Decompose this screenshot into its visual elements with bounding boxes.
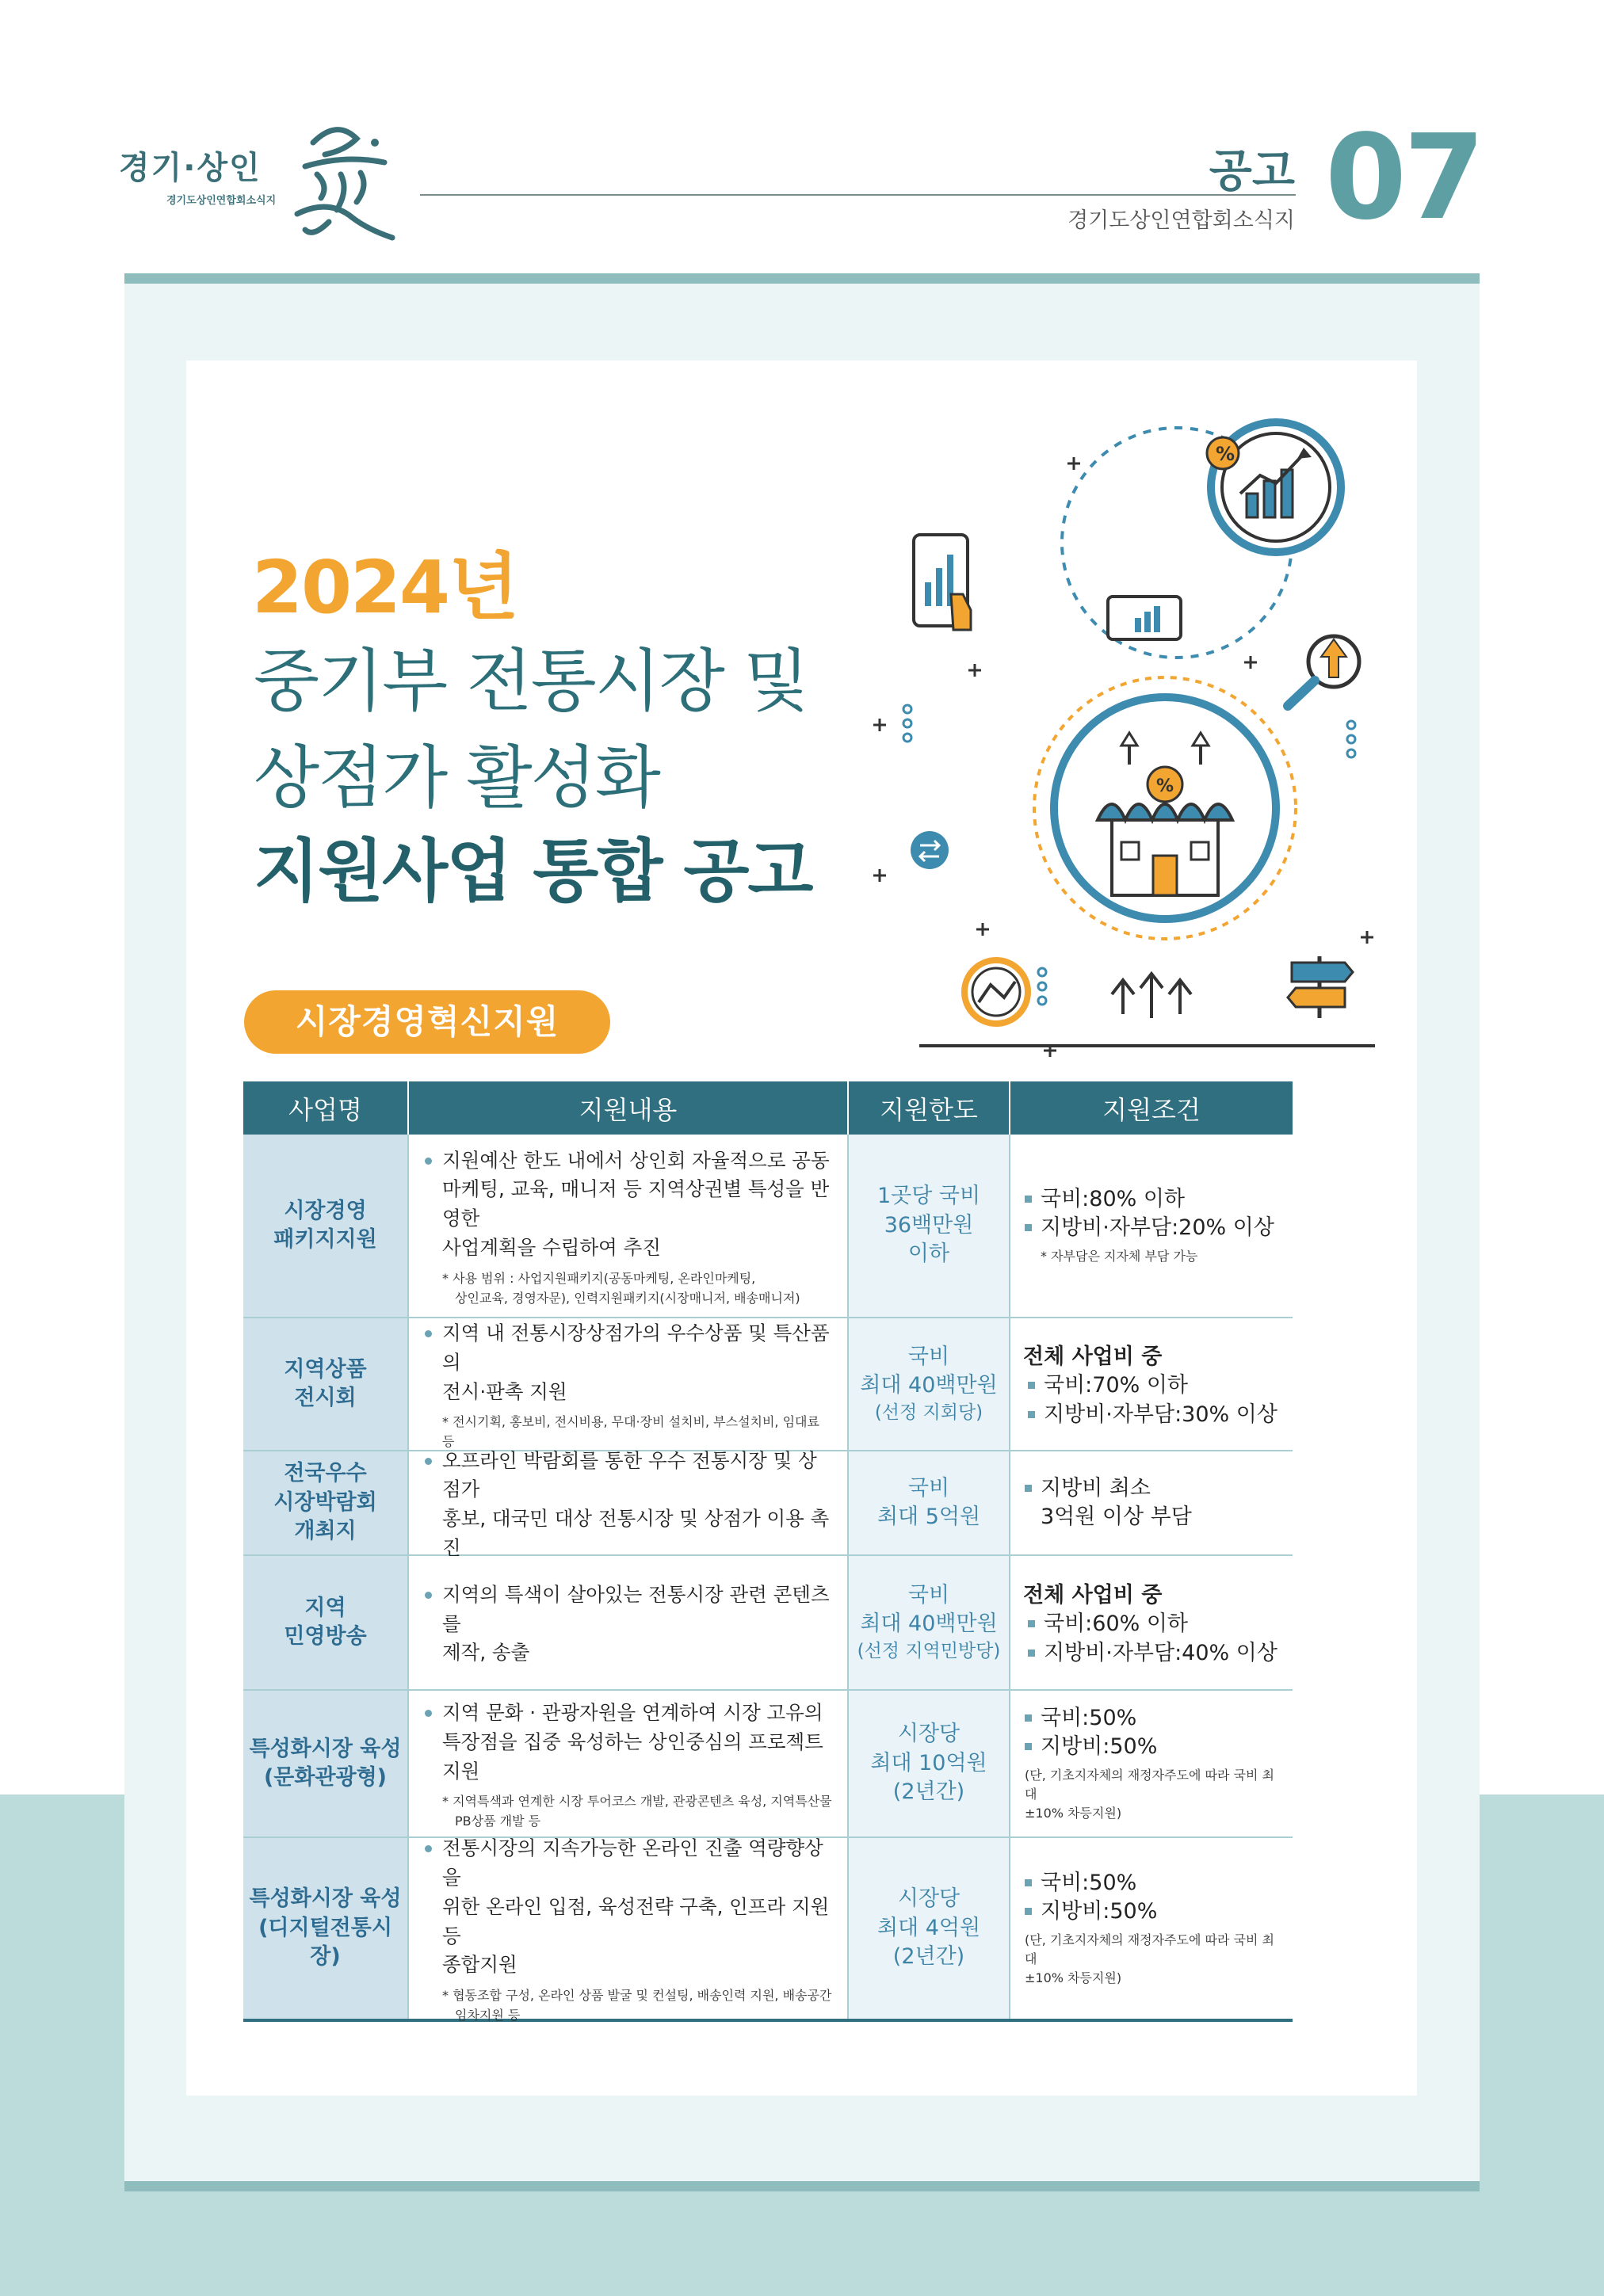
support-content: 오프라인 박람회를 통한 우수 전통시장 및 상점가 홍보, 대국민 대상 전통시장 및 상점가 이용 촉진 (409, 1451, 849, 1554)
market-building-icon (1034, 677, 1296, 939)
support-limit: 국비 최대 5억원 (849, 1451, 1010, 1554)
magnifier-arrow-icon (1288, 636, 1359, 706)
support-content: 지역 내 전통시장상점가의 우수상품 및 특산품의 전시·판촉 지원 * 전시기획, 홍보비, 전시비용, 무대·장비 설치비, 부스설치비, 임대료 등 (409, 1318, 849, 1450)
header-program-name: 사업명 (243, 1081, 409, 1135)
table-row (243, 1838, 1293, 2022)
growth-arrows-icon (1112, 974, 1191, 1018)
table-row (243, 1691, 1293, 1838)
table-row (243, 1556, 1293, 1691)
program-name: 시장경영 패키지지원 (243, 1135, 409, 1317)
header-support-limit: 지원한도 (849, 1081, 1010, 1135)
phone-chart-icon (914, 535, 971, 630)
support-program-table (243, 1081, 1293, 2022)
support-content: 지역 문화 · 관광자원을 연계하여 시장 고유의 특장점을 집중 육성하는 상인중심의 프로젝트 지원 * 지역특색과 연계한 시장 투어코스 개발, 관광콘텐츠 육성, 지역특산물 PB상품 개발 등 (409, 1691, 849, 1836)
market-illustration (860, 392, 1383, 1074)
header-category: 공고 (1209, 146, 1295, 197)
program-name: 지역상품 전시회 (243, 1318, 409, 1450)
program-name: 특성화시장 육성 (문화관광형) (243, 1691, 409, 1836)
support-condition: 전체 사업비 중 국비:70% 이하 지방비·자부담:30% 이상 (1010, 1318, 1293, 1450)
svg-text:%: % (1156, 776, 1174, 796)
support-condition: 전체 사업비 중 국비:60% 이하 지방비·자부담:40% 이상 (1010, 1556, 1293, 1689)
section-label-pill: 시장경영혁신지원 (244, 990, 610, 1054)
support-limit: 국비 최대 40백만원 (선정 지역민방당) (849, 1556, 1010, 1689)
signpost-icon (1288, 956, 1353, 1018)
support-limit: 1곳당 국비 36백만원 이하 (849, 1135, 1010, 1317)
header-publication: 경기도상인연합회소식지 (1067, 208, 1295, 233)
logo (119, 111, 404, 246)
table-header (243, 1081, 1293, 1135)
table-row (243, 1135, 1293, 1318)
exchange-icon (911, 831, 949, 869)
top-rule (124, 273, 1480, 284)
header-support-condition: 지원조건 (1102, 1094, 1201, 1125)
trend-chart-icon (964, 960, 1028, 1024)
program-name: 특성화시장 육성 (디지털전통시장) (243, 1838, 409, 2019)
header-divider (420, 194, 1296, 196)
support-limit: 국비 최대 40백만원 (선정 지회당) (849, 1318, 1010, 1450)
program-name: 지역 민영방송 (243, 1556, 409, 1689)
svg-text:%: % (1216, 443, 1235, 465)
support-limit: 시장당 최대 10억원 (2년간) (849, 1691, 1010, 1836)
header-support-content: 지원내용 (409, 1081, 849, 1135)
table-row (243, 1448, 1293, 1559)
support-content: 지역의 특색이 살아있는 전통시장 관련 콘텐츠를 제작, 송출 (409, 1556, 849, 1689)
title-line-3: 지원사업 통합 공고 (254, 832, 812, 911)
page-number: 07 (1325, 109, 1482, 246)
title-year: 2024년 (252, 545, 517, 630)
tablet-chart-icon (1108, 597, 1181, 639)
support-content: 지원예산 한도 내에서 상인회 자율적으로 공동 마케팅, 교육, 매니저 등 지역상권별 특성을 반영한 사업계획을 수립하여 추진 * 사용 범위 : 사업지원패키지(공동마케팅, 온라인마케팅, 상인교육, 경영자문), 인력지원패키지(시장매니저, 배송매니저) (409, 1135, 849, 1317)
bottom-rule (124, 2181, 1480, 2191)
percent-chart-badge-icon (1207, 422, 1341, 552)
logo-subtext: 경기도상인연합회소식지 (166, 195, 277, 207)
support-condition: 국비:50% 지방비:50% (단, 기초지자체의 재정자주도에 따라 국비 최대 ±10% 차등지원) (1010, 1838, 1293, 2019)
program-name: 전국우수 시장박람회 개최지 (243, 1451, 409, 1554)
support-condition: 지방비 최소 3억원 이상 부담 (1010, 1451, 1293, 1554)
support-condition: 국비:50% 지방비:50% (단, 기초지자체의 재정자주도에 따라 국비 최대 ±10% 차등지원) (1010, 1691, 1293, 1836)
logo-calligraphy-mark (281, 111, 408, 246)
title-line-2: 상점가 활성화 (254, 738, 659, 818)
support-content: 전통시장의 지속가능한 온라인 진출 역량향상을 위한 온라인 입점, 육성전략 구축, 인프라 지원 등 종합지원 * 협동조합 구성, 온라인 상품 발굴 및 컨설팅, 배송인력 지원, 배송공간 임차지원 등 (409, 1838, 849, 2019)
support-condition: 국비:80% 이하 지방비·자부담:20% 이상 * 자부담은 지자체 부담 가능 (1010, 1135, 1293, 1317)
table-row (243, 1318, 1293, 1451)
support-limit: 시장당 최대 4억원 (2년간) (849, 1838, 1010, 2019)
logo-text: 경기·상인 (119, 150, 262, 186)
title-line-1: 중기부 전통시장 및 (254, 642, 808, 721)
